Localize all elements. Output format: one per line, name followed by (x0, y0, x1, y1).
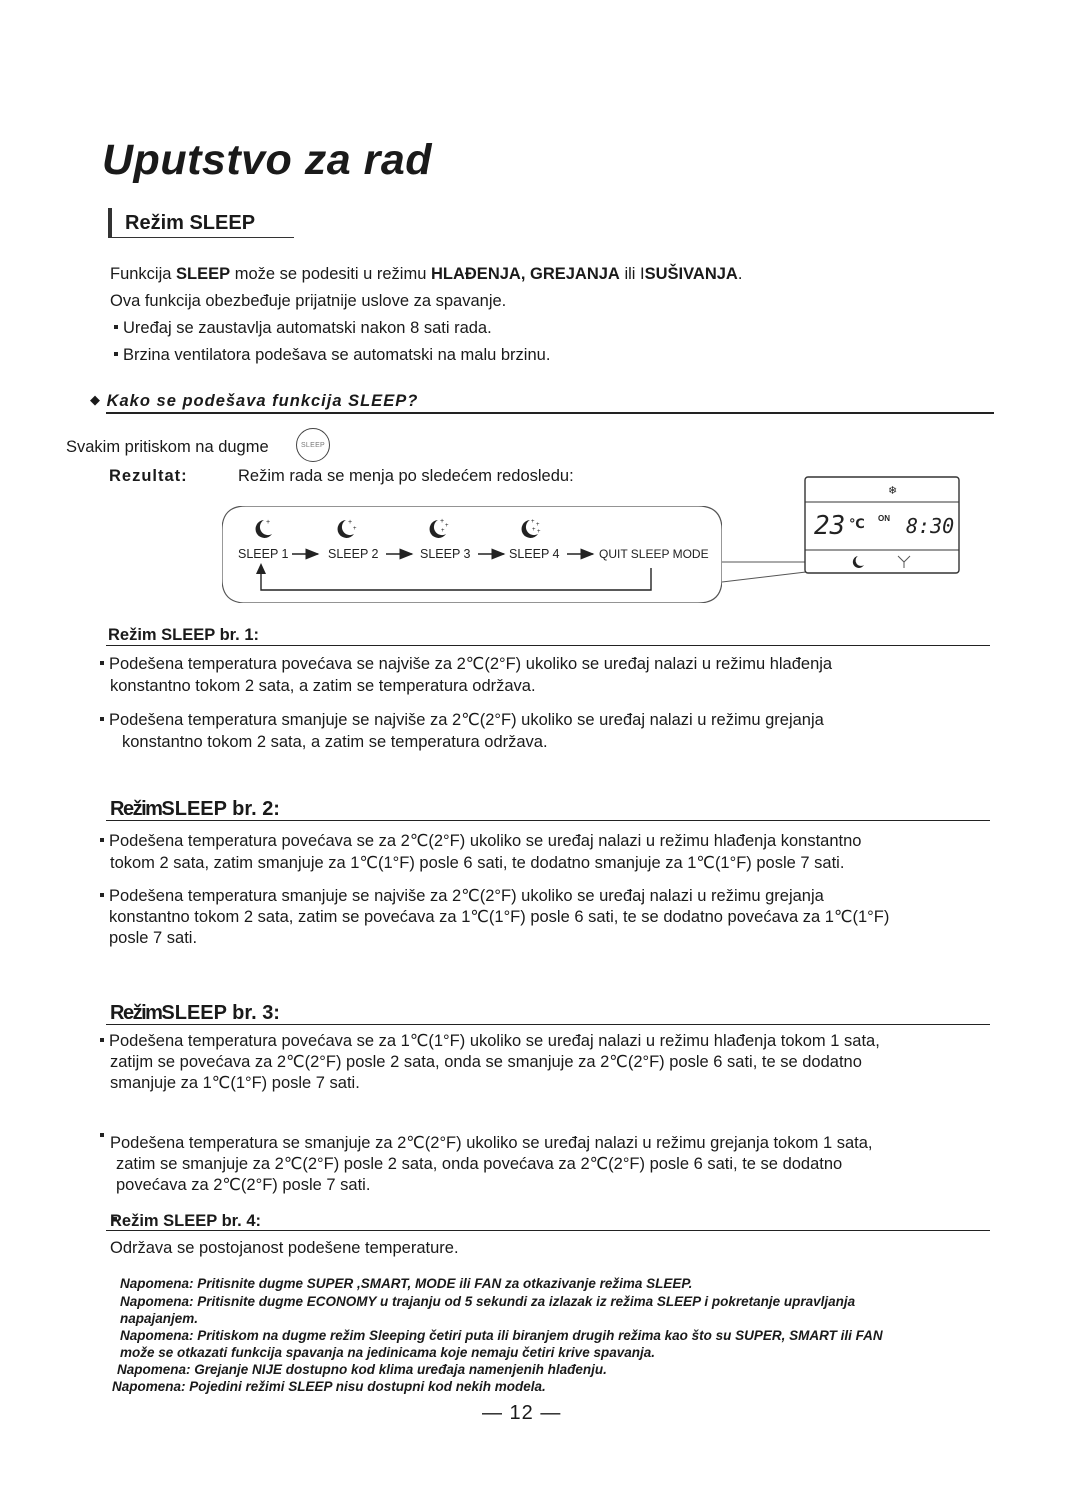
moon-icon-2 (338, 519, 357, 538)
result-text: Režim rada se menja po sledećem redosledu: (238, 467, 574, 485)
moon-icon-1 (256, 519, 272, 538)
seq-step-2: SLEEP 2 (328, 547, 379, 561)
mode4-text: Održava se postojanost podešene temperature. (110, 1239, 459, 1257)
diamond-bullet-icon: ◆ (90, 392, 101, 407)
intro-line-2: Ova funkcija obezbeđuje prijatnije uslove za spavanje. (110, 292, 507, 310)
howto-heading: ◆ Kako se podešava funkcija SLEEP? (90, 392, 419, 410)
mode2-bullet-1: Podešena temperatura povećava se za 2℃(2°F) ukoliko se uređaj nalazi u režimu hlađenja konstantno (100, 831, 861, 851)
svg-text:+: + (348, 519, 353, 526)
mode3-bullet-1: Podešena temperatura povećava se za 1℃(1°F) ukoliko se uređaj nalazi u režimu hlađenja tokom 1 sata, (100, 1031, 880, 1051)
svg-text:+: + (440, 518, 445, 525)
page-number: — 12 — (482, 1402, 562, 1424)
mode2-rule (106, 820, 990, 821)
mode3-heading: RežimSLEEP br. 3: (110, 1002, 280, 1024)
lcd-connector-lines (720, 560, 810, 584)
moon-icon-4 (522, 519, 541, 538)
svg-text:+: + (531, 519, 535, 525)
mode3-bullet-2-cont: zatim se smanjuje za 2℃(2°F) posle 2 sata, onda povećava za 2℃(2°F) posle 6 sati, te se dodatno (116, 1155, 843, 1173)
svg-text:+: + (441, 528, 445, 534)
note-2-cont: napajanjem. (120, 1311, 199, 1326)
bullet-icon (114, 325, 118, 329)
mode1-heading: Režim SLEEP br. 1: (108, 626, 259, 644)
bullet-icon (100, 661, 104, 665)
mode1-rule (106, 645, 990, 646)
lcd-unit: ℃ (849, 517, 865, 532)
sleep-button-icon: SLEEP (296, 428, 330, 462)
note-4: Napomena: Grejanje NIJE dostupno kod klima uređaja namenjenih hlađenju. (117, 1362, 607, 1377)
intro-bullet-1: Uređaj se zaustavlja automatski nakon 8 sati rada. (114, 318, 492, 338)
intro-line-1: Funkcija SLEEP može se podesiti u režimu HLAĐENJA, GREJANJA ili ISUŠIVANJA. (110, 265, 743, 283)
note-1: Napomena: Pritisnite dugme SUPER ,SMART, MODE ili FAN za otkazivanje režima SLEEP. (120, 1276, 693, 1291)
svg-text:+: + (536, 522, 540, 528)
note-3: Napomena: Pritiskom na dugme režim Sleeping četiri puta ili biranjem drugih režima kao što su SUPER, SMART ili FAN (120, 1328, 883, 1343)
page-title: Uputstvo za rad (102, 136, 433, 184)
press-instruction: Svakim pritiskom na dugme (66, 438, 269, 456)
seq-step-4: SLEEP 4 (509, 547, 560, 561)
mode1-bullet-1-cont: konstantno tokom 2 sata, a zatim se temperatura održava. (110, 677, 536, 695)
bullet-icon (114, 352, 118, 356)
intro-bullet-2: Brzina ventilatora podešava se automatski na malu brzinu. (114, 345, 550, 365)
bullet-icon (100, 1133, 104, 1137)
seq-step-3: SLEEP 3 (420, 547, 471, 561)
mode1-bullet-2-cont: konstantno tokom 2 sata, a zatim se temperatura održava. (122, 733, 548, 751)
mode3-rule (106, 1024, 990, 1025)
svg-text:+: + (266, 519, 271, 526)
sleep-sequence-diagram (222, 506, 722, 603)
mode3-bullet-1-cont2: smanjuje za 1℃(1°F) posle 7 sati. (110, 1074, 360, 1092)
note-3-cont: može se otkazati funkcija spavanja na jedinicama koje nemaju četiri krive spavanja. (120, 1345, 655, 1360)
seq-step-5: QUIT SLEEP MODE (599, 547, 709, 561)
mode3-bullet-1-cont: zatijm se povećava za 2℃(2°F) posle 2 sata, onda se smanjuje za 2℃(2°F) posle 6 sati, te se dodatno (110, 1053, 862, 1071)
lcd-temperature: 23 (814, 511, 846, 541)
mode4-rule (106, 1230, 990, 1231)
svg-text:+: + (532, 527, 536, 533)
svg-text:+: + (445, 523, 449, 529)
lcd-time: 8:30 (906, 514, 955, 538)
seq-return-loop (261, 568, 651, 590)
seq-step-1: SLEEP 1 (238, 547, 289, 561)
mode1-bullet-1: Podešena temperatura povećava se najviše za 2℃(2°F) ukoliko se uređaj nalazi u režimu hlađenja (100, 654, 832, 674)
snowflake-icon: ❄ (888, 485, 898, 497)
remote-lcd-display (804, 476, 960, 574)
result-label: Rezultat: (109, 467, 188, 485)
bullet-icon (100, 838, 104, 842)
svg-text:+: + (353, 526, 357, 532)
svg-text:+: + (537, 529, 541, 535)
note-2: Napomena: Pritisnite dugme ECONOMY u trajanju od 5 sekundi za izlazak iz režima SLEEP i pokretanje upravljanja (120, 1294, 856, 1309)
seq-return-arrowhead (256, 563, 266, 574)
bullet-icon (100, 1038, 104, 1042)
mode3-bullet-2-cont2: povećava za 2℃(2°F) posle 7 sati. (116, 1176, 371, 1194)
bullet-icon (100, 717, 104, 721)
mode2-heading: RežimSLEEP br. 2: (110, 798, 280, 820)
mode2-bullet-1-cont: tokom 2 sata, zatim smanjuje za 1℃(1°F) posle 6 sati, te dodatno smanjuje za 1℃(1°F) posle 7 sati. (110, 854, 845, 872)
howto-rule (106, 412, 994, 414)
bullet-icon (100, 893, 104, 897)
note-5: Napomena: Pojedini režimi SLEEP nisu dostupni kod nekih modela. (112, 1379, 546, 1394)
mode2-bullet-2-cont: konstantno tokom 2 sata, zatim se povećava za 1℃(1°F) posle 6 sati, te se dodatno povećava za 1℃(1°F) (109, 908, 890, 926)
lcd-on-label: ON (878, 514, 890, 523)
mode1-bullet-2: Podešena temperatura smanjuje se najviše za 2℃(2°F) ukoliko se uređaj nalazi u režimu grejanja (100, 710, 824, 730)
mode2-bullet-2-cont2: posle 7 sati. (109, 929, 198, 947)
section-tab: Režim SLEEP (108, 208, 294, 238)
moon-icon-3 (430, 518, 449, 538)
mode2-bullet-2: Podešena temperatura smanjuje se najviše za 2℃(2°F) ukoliko se uređaj nalazi u režimu grejanja (100, 886, 824, 906)
mode3-bullet-2: Podešena temperatura se smanjuje za 2℃(2°F) ukoliko se uređaj nalazi u režimu grejanja tokom 1 sata, (110, 1134, 873, 1152)
mode4-heading: Režim SLEEP br. 4: (110, 1212, 261, 1230)
